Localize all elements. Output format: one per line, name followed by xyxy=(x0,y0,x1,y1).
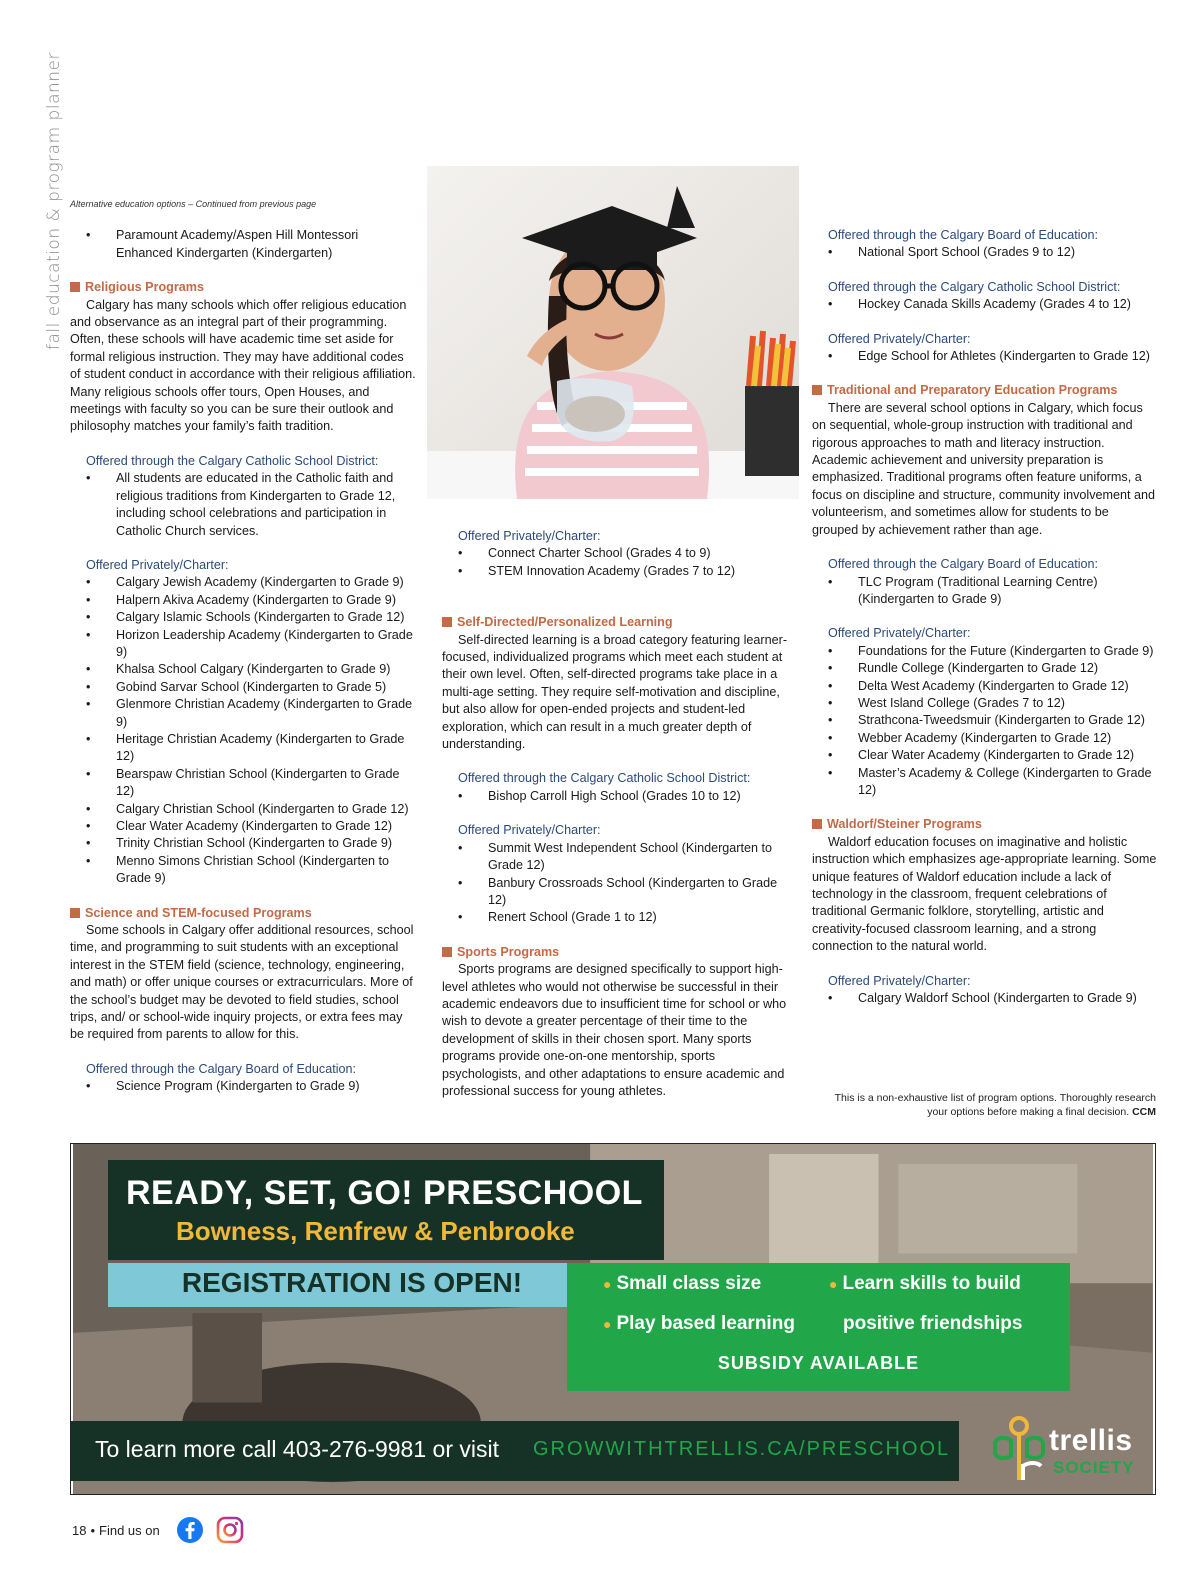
photo-illustration xyxy=(427,166,799,499)
list-item: • Master’s Academy & College (Kindergarten to Grade 12) xyxy=(812,765,1158,800)
list-item: • Menno Simons Christian School (Kindergarten to Grade 9) xyxy=(70,853,416,888)
list-item: • Paramount Academy/Aspen Hill Montessori Enhanced Kindergarten (Kindergarten) xyxy=(70,227,416,262)
bullet-list xyxy=(812,296,1158,313)
sub-heading: Offered through the Calgary Board of Education: xyxy=(828,228,1099,242)
bullet-list xyxy=(70,1078,416,1095)
sub-heading: Offered through the Calgary Catholic School District: xyxy=(458,771,751,786)
sub-heading: Offered Privately/Charter: xyxy=(458,823,601,838)
bullet-list xyxy=(812,244,1158,261)
contact-text: To learn more call 403-276-9981 or visit xyxy=(95,1436,499,1462)
list-item: • Heritage Christian Academy (Kindergarten to Grade 12) xyxy=(70,731,416,766)
ad-locations: Bowness, Renfrew & Penbrooke xyxy=(176,1216,575,1246)
sub-heading: Offered through the Calgary Catholic School District: xyxy=(86,453,379,468)
trellis-leaf-icon xyxy=(989,1414,1049,1484)
bullet-dot-icon: ● xyxy=(603,1276,612,1292)
list-item: • STEM Innovation Academy (Grades 7 to 12) xyxy=(442,563,790,580)
section-heading-religious: Religious Programs xyxy=(70,279,416,296)
column-3 xyxy=(812,227,1158,1007)
logo-society: SOCIETY xyxy=(1053,1458,1135,1477)
sub-heading: Offered Privately/Charter: xyxy=(828,331,971,346)
list-item: • Clear Water Academy (Kindergarten to Grade 12) xyxy=(812,747,1158,764)
bullet-list xyxy=(70,470,416,540)
list-item: • Banbury Crossroads School (Kindergarten to Grade 12) xyxy=(442,875,790,910)
list-item: • Calgary Jewish Academy (Kindergarten to Grade 9) xyxy=(70,574,416,591)
bullet-list xyxy=(70,227,416,262)
bullet-list xyxy=(70,574,416,887)
website-link[interactable]: GROWWITHTRELLIS.CA/PRESCHOOL xyxy=(533,1438,951,1460)
contact-banner xyxy=(71,1421,959,1481)
section-heading-sports: Sports Programs xyxy=(442,944,790,961)
list-item: • Trinity Christian School (Kindergarten to Grade 9) xyxy=(70,835,416,852)
feature-item: ● Small class size xyxy=(603,1273,762,1294)
bullet-list xyxy=(812,643,1158,800)
publication-signature: CCM xyxy=(1132,1106,1156,1118)
section-paragraph: Self-directed learning is a broad category featuring learner-focused, individualized programs which meet each student at their own level. Often, self-directed programs take place in a multi-age setting. They require self-motivation and discipline, but also allow for open-ended projects and student-led exploration, which can result in a much greater depth of understanding. xyxy=(442,632,788,752)
section-paragraph: Calgary has many schools which offer religious education and observance as an integral part of their programming. Often, these schools will have academic time set aside for formal religious instruction. They may have additional codes of student conduct in accordance with their religious affiliation. Many religious schools offer tours, Open Houses, and meetings with faculty so you can be sure their outlook and philosophy matches your family’s faith tradition. xyxy=(70,297,416,434)
section-heading-stem: Science and STEM-focused Programs xyxy=(70,905,416,922)
student-graduation-photo xyxy=(427,166,799,499)
bullet-list xyxy=(442,788,790,805)
column-1 xyxy=(70,196,416,1096)
list-item: • Connect Charter School (Grades 4 to 9) xyxy=(442,545,790,562)
bullet-list xyxy=(812,990,1158,1007)
section-heading-self-directed: Self-Directed/Personalized Learning xyxy=(442,614,790,631)
page-number: 18 xyxy=(72,1522,87,1538)
sub-heading: Offered Privately/Charter: xyxy=(458,529,601,543)
list-item: • Clear Water Academy (Kindergarten to Grade 12) xyxy=(70,818,416,835)
facebook-icon[interactable] xyxy=(176,1516,204,1544)
list-item: • Summit West Independent School (Kindergarten to Grade 12) xyxy=(442,840,790,875)
list-item: • Foundations for the Future (Kindergarten to Grade 9) xyxy=(812,643,1158,660)
disclaimer xyxy=(812,1091,1156,1119)
ad-title: READY, SET, GO! PRESCHOOL xyxy=(126,1174,643,1212)
bullet-list xyxy=(812,348,1158,365)
sub-heading: Offered Privately/Charter: xyxy=(828,626,971,641)
list-item: • Khalsa School Calgary (Kindergarten to Grade 9) xyxy=(70,661,416,678)
disclaimer-text: This is a non-exhaustive list of program options. Thoroughly research your options before making a final decision. xyxy=(834,1092,1156,1118)
list-item: • Hockey Canada Skills Academy (Grades 4 to 12) xyxy=(812,296,1158,313)
bullet-list xyxy=(442,840,790,927)
list-item: • Calgary Islamic Schools (Kindergarten to Grade 12) xyxy=(70,609,416,626)
section-heading-waldorf: Waldorf/Steiner Programs xyxy=(812,816,1158,833)
list-item: • Edge School for Athletes (Kindergarten to Grade 12) xyxy=(812,348,1158,365)
logo-wordmark: trellis xyxy=(1049,1424,1133,1457)
features-panel xyxy=(567,1263,1070,1391)
list-item: • Science Program (Kindergarten to Grade 9) xyxy=(70,1078,416,1095)
list-item: • Strathcona-Tweedsmuir (Kindergarten to Grade 12) xyxy=(812,712,1158,729)
list-item: • Delta West Academy (Kindergarten to Grade 12) xyxy=(812,678,1158,695)
bullet-list xyxy=(442,545,790,580)
list-item: • National Sport School (Grades 9 to 12) xyxy=(812,244,1158,261)
column-2 xyxy=(442,528,790,1100)
registration-text: REGISTRATION IS OPEN! xyxy=(181,1267,523,1298)
section-paragraph: Some schools in Calgary offer additional resources, school time, and programming to suit students with an exceptional interest in the STEM field (science, technology, engineering, and math) or offer unique courses or extracurriculars. More of the school’s budget may be devoted to field studies, school trips, and/ or school-wide inquiry projects, or extra fees may be required from parents to allow for this. xyxy=(70,923,414,1042)
section-paragraph: There are several school options in Calgary, which focus on sequential, whole-group instruction with traditional and rigorous approaches to math and literacy instruction. Academic achievement and university preparation is emphasized. Traditional programs often feature uniforms, a focus on discipline and structure, community involvement and volunteerism, and sometimes allow for students to be grouped by achievement rather than age. xyxy=(812,400,1156,537)
sub-heading: Offered through the Calgary Board of Education: xyxy=(828,557,1099,572)
find-us-label: Find us on xyxy=(99,1522,160,1538)
list-item: • Calgary Christian School (Kindergarten to Grade 12) xyxy=(70,801,416,818)
ad-title-banner xyxy=(108,1160,664,1260)
list-item: • Horizon Leadership Academy (Kindergarten to Grade 9) xyxy=(70,627,416,662)
section-paragraph: Sports programs are designed specifically to support high-level athletes who would not otherwise be successful in their academic endeavors due to insufficient time for school or who wish to devote a greater percentage of their time to the development of skills in their chosen sport. Many sports programs provide one-on-one mentorship, sports psychologists, and other adaptations to ensure academic and professional success for young athletes. xyxy=(442,962,787,1098)
feature-item: positive friendships xyxy=(843,1313,1023,1334)
preschool-advertisement[interactable] xyxy=(70,1143,1156,1495)
feature-item: ● Play based learning xyxy=(603,1313,795,1334)
list-item: • Bearspaw Christian School (Kindergarten to Grade 12) xyxy=(70,766,416,801)
list-item: • Bishop Carroll High School (Grades 10 to 12) xyxy=(442,788,790,805)
continued-note: Alternative education options – Continued from previous page xyxy=(70,199,317,209)
list-item: • Rundle College (Kindergarten to Grade 12) xyxy=(812,660,1158,677)
footer-separator: • xyxy=(90,1522,96,1538)
side-section-label: fall education & program planner xyxy=(44,52,64,350)
trellis-logo xyxy=(987,1412,1147,1488)
list-item: • Webber Academy (Kindergarten to Grade 12) xyxy=(812,730,1158,747)
feature-item: ● Learn skills to build xyxy=(829,1273,1021,1294)
list-item: • Renert School (Grade 1 to 12) xyxy=(442,909,790,926)
registration-banner xyxy=(108,1263,568,1307)
list-item: • Calgary Waldorf School (Kindergarten to Grade 9) xyxy=(812,990,1158,1007)
subsidy-text: SUBSIDY AVAILABLE xyxy=(717,1353,920,1373)
list-item: • Gobind Sarvar School (Kindergarten to Grade 5) xyxy=(70,679,416,696)
list-item: • West Island College (Grades 7 to 12) xyxy=(812,695,1158,712)
instagram-icon[interactable] xyxy=(216,1516,244,1544)
section-paragraph: Waldorf education focuses on imaginative and holistic instruction which emphasizes age-appropriate learning. Some unique features of Waldorf education include a lack of technology in the classroom, frequent celebrations of traditional Germanic folklore, storytelling, artistic and creativity-focused classroom learning, and a strong connection to the natural world. xyxy=(812,834,1157,954)
list-item: • TLC Program (Traditional Learning Centre) (Kindergarten to Grade 9) xyxy=(812,574,1158,609)
sub-heading: Offered through the Calgary Board of Education: xyxy=(86,1061,357,1076)
page-footer xyxy=(72,1515,244,1545)
sub-heading: Offered Privately/Charter: xyxy=(828,973,971,988)
list-item: • Glenmore Christian Academy (Kindergarten to Grade 9) xyxy=(70,696,416,731)
sub-heading: Offered through the Calgary Catholic School District: xyxy=(828,279,1121,294)
bullet-list xyxy=(812,574,1158,609)
sub-heading: Offered Privately/Charter: xyxy=(86,557,229,572)
section-heading-traditional: Traditional and Preparatory Education Programs xyxy=(812,382,1158,399)
list-item: • All students are educated in the Catholic faith and religious traditions from Kindergarten to Grade 12, including school celebrations and participation in Catholic Church services. xyxy=(70,470,416,540)
bullet-dot-icon: ● xyxy=(829,1276,838,1292)
list-item: • Halpern Akiva Academy (Kindergarten to Grade 9) xyxy=(70,592,416,609)
bullet-dot-icon: ● xyxy=(603,1316,612,1332)
